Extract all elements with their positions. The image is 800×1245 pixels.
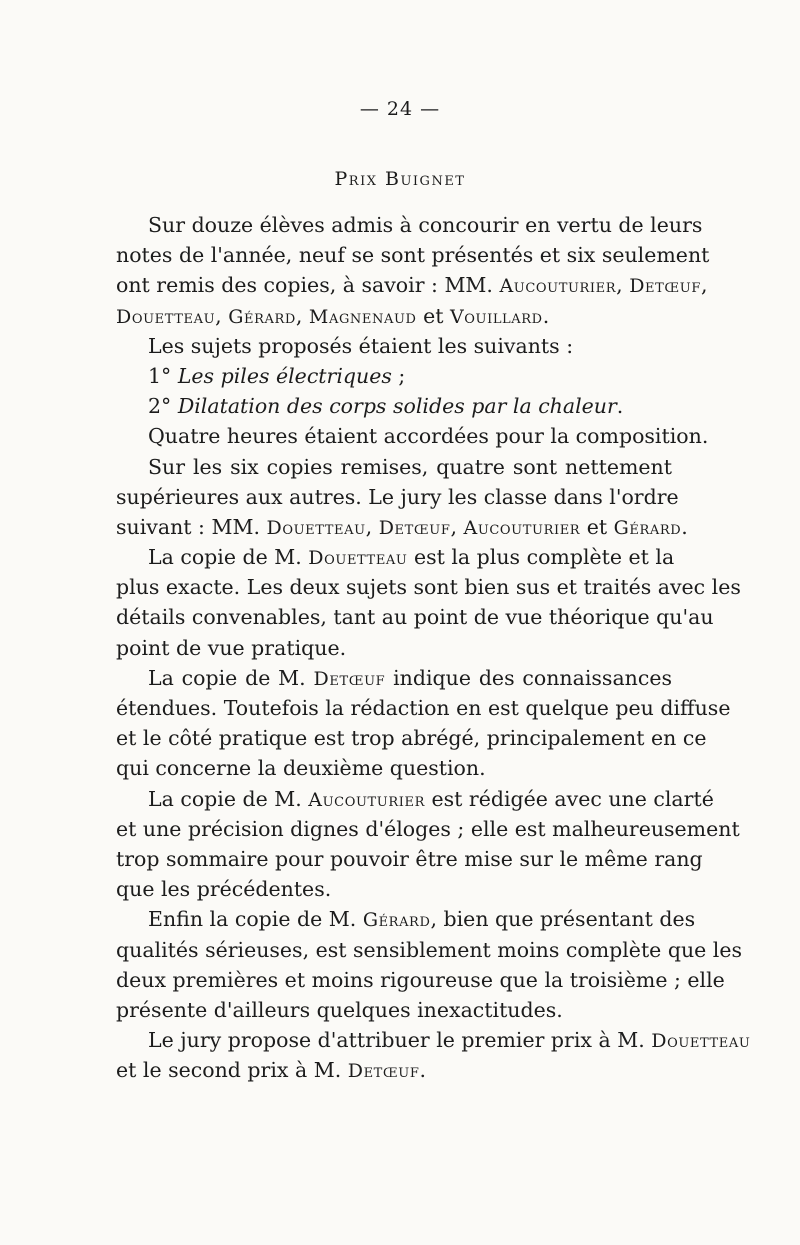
text-segment: et une précision dignes d'éloges ; elle est malheureusement bbox=[116, 816, 740, 841]
text-segment: , bbox=[700, 273, 708, 298]
text-line bbox=[116, 1055, 672, 1085]
text-segment: La copie de M. bbox=[148, 665, 314, 690]
text-segment: , bbox=[450, 514, 464, 539]
body-text bbox=[116, 210, 751, 1085]
text-line bbox=[116, 210, 703, 240]
text-segment: est la plus complète et la bbox=[407, 545, 675, 570]
text-line bbox=[116, 602, 714, 632]
person-name: Douetteau bbox=[266, 516, 366, 539]
text-segment: qualités sérieuses, est sensiblement moins complète que les bbox=[116, 937, 743, 962]
text-line bbox=[116, 421, 709, 451]
text-line bbox=[116, 633, 672, 663]
italic-text: Les piles électriques bbox=[177, 363, 392, 388]
person-name: Detœuf bbox=[629, 275, 701, 298]
person-name: Gérard bbox=[613, 516, 682, 539]
text-segment: deux premières et moins rigoureuse que la troisième ; elle bbox=[116, 967, 725, 992]
person-name: Magnenaud bbox=[308, 305, 417, 328]
text-segment: , bbox=[295, 303, 309, 328]
text-segment: détails convenables, tant au point de vue théorique qu'au bbox=[116, 605, 714, 630]
person-name: Douetteau bbox=[651, 1030, 751, 1053]
text-segment: et le côté pratique est trop abrégé, principalement en ce bbox=[116, 726, 707, 751]
text-segment: , bbox=[365, 514, 379, 539]
text-segment: ont remis des copies, à savoir : MM. bbox=[116, 273, 500, 298]
person-name: Aucouturier bbox=[308, 788, 425, 811]
text-segment: supérieures aux autres. Le jury les classe dans l'ordre bbox=[116, 484, 679, 509]
text-segment: et bbox=[416, 303, 450, 328]
text-segment: indique des connaissances bbox=[385, 665, 673, 690]
text-segment: qui concerne la deuxième question. bbox=[116, 756, 486, 781]
italic-text: Dilatation des corps solides par la chaleur bbox=[177, 394, 617, 419]
text-line bbox=[116, 572, 741, 602]
text-segment: est rédigée avec une clarté bbox=[424, 786, 714, 811]
text-line bbox=[116, 995, 672, 1025]
person-name: Douetteau bbox=[308, 547, 408, 570]
text-segment: trop sommaire pour pouvoir être mise sur le même rang bbox=[116, 846, 703, 871]
text-segment: . bbox=[681, 514, 688, 539]
person-name: Detœuf bbox=[313, 667, 386, 690]
text-line bbox=[116, 391, 672, 421]
text-segment: Les sujets proposés étaient les suivants : bbox=[148, 333, 574, 358]
text-segment: présente d'ailleurs quelques inexactitudes. bbox=[116, 997, 563, 1022]
text-segment: plus exacte. Les deux sujets sont bien sus et traités avec les bbox=[116, 575, 741, 600]
text-line bbox=[116, 874, 672, 904]
text-line bbox=[116, 723, 707, 753]
text-line bbox=[116, 301, 672, 331]
text-segment: La copie de M. bbox=[148, 545, 309, 570]
text-segment: Quatre heures étaient accordées pour la composition. bbox=[148, 424, 709, 449]
text-segment: que les précédentes. bbox=[116, 877, 332, 902]
person-name: Gérard bbox=[362, 909, 431, 932]
text-segment: Sur les six copies remises, quatre sont nettement bbox=[148, 454, 672, 479]
text-line bbox=[116, 753, 672, 783]
text-segment: notes de l'année, neuf se sont présentés et six seulement bbox=[116, 243, 710, 268]
person-name: Detœuf bbox=[378, 516, 451, 539]
text-segment: suivant : MM. bbox=[116, 514, 267, 539]
text-line bbox=[116, 240, 710, 270]
text-segment: La copie de M. bbox=[148, 786, 309, 811]
text-line bbox=[116, 693, 731, 723]
text-segment: et le second prix à M. bbox=[116, 1058, 348, 1083]
text-line bbox=[116, 270, 708, 300]
text-segment: étendues. Toutefois la rédaction en est quelque peu diffuse bbox=[116, 696, 731, 720]
text-segment: . bbox=[542, 303, 550, 328]
text-line bbox=[116, 663, 672, 693]
text-segment: 1° bbox=[148, 363, 178, 388]
text-line bbox=[116, 784, 714, 814]
text-line bbox=[116, 935, 743, 965]
text-line bbox=[116, 361, 672, 391]
text-segment: Le jury propose d'attribuer le premier prix à M. bbox=[148, 1028, 652, 1053]
person-name: Douetteau bbox=[116, 305, 216, 328]
section-title: Prix Buignet bbox=[334, 168, 466, 190]
person-name: Detœuf bbox=[347, 1060, 420, 1083]
text-segment: , bbox=[215, 303, 229, 328]
text-segment: , bbox=[616, 273, 630, 298]
page-number: — 24 — bbox=[359, 98, 441, 120]
person-name: Aucouturier bbox=[463, 516, 581, 539]
text-line bbox=[116, 542, 675, 572]
text-segment: ; bbox=[391, 363, 406, 388]
text-line bbox=[116, 904, 696, 934]
text-line bbox=[116, 452, 672, 482]
text-segment: . bbox=[616, 394, 624, 419]
person-name: Gérard bbox=[228, 305, 296, 328]
text-line bbox=[116, 814, 740, 844]
text-line bbox=[116, 331, 672, 361]
text-line bbox=[116, 512, 688, 542]
text-segment: , bien que présentant des bbox=[430, 907, 696, 932]
text-segment: 2° bbox=[148, 394, 178, 419]
text-line bbox=[116, 482, 679, 512]
text-segment: et bbox=[580, 514, 614, 539]
text-segment: point de vue pratique. bbox=[116, 635, 347, 660]
text-segment: Enfin la copie de M. bbox=[148, 907, 363, 932]
text-line bbox=[116, 844, 703, 874]
text-line bbox=[116, 965, 725, 995]
person-name: Aucouturier bbox=[499, 275, 617, 298]
text-segment: . bbox=[419, 1058, 427, 1083]
text-segment: Sur douze élèves admis à concourir en vertu de leurs bbox=[148, 213, 703, 237]
person-name: Vouillard bbox=[449, 305, 543, 328]
text-line bbox=[116, 1025, 751, 1055]
